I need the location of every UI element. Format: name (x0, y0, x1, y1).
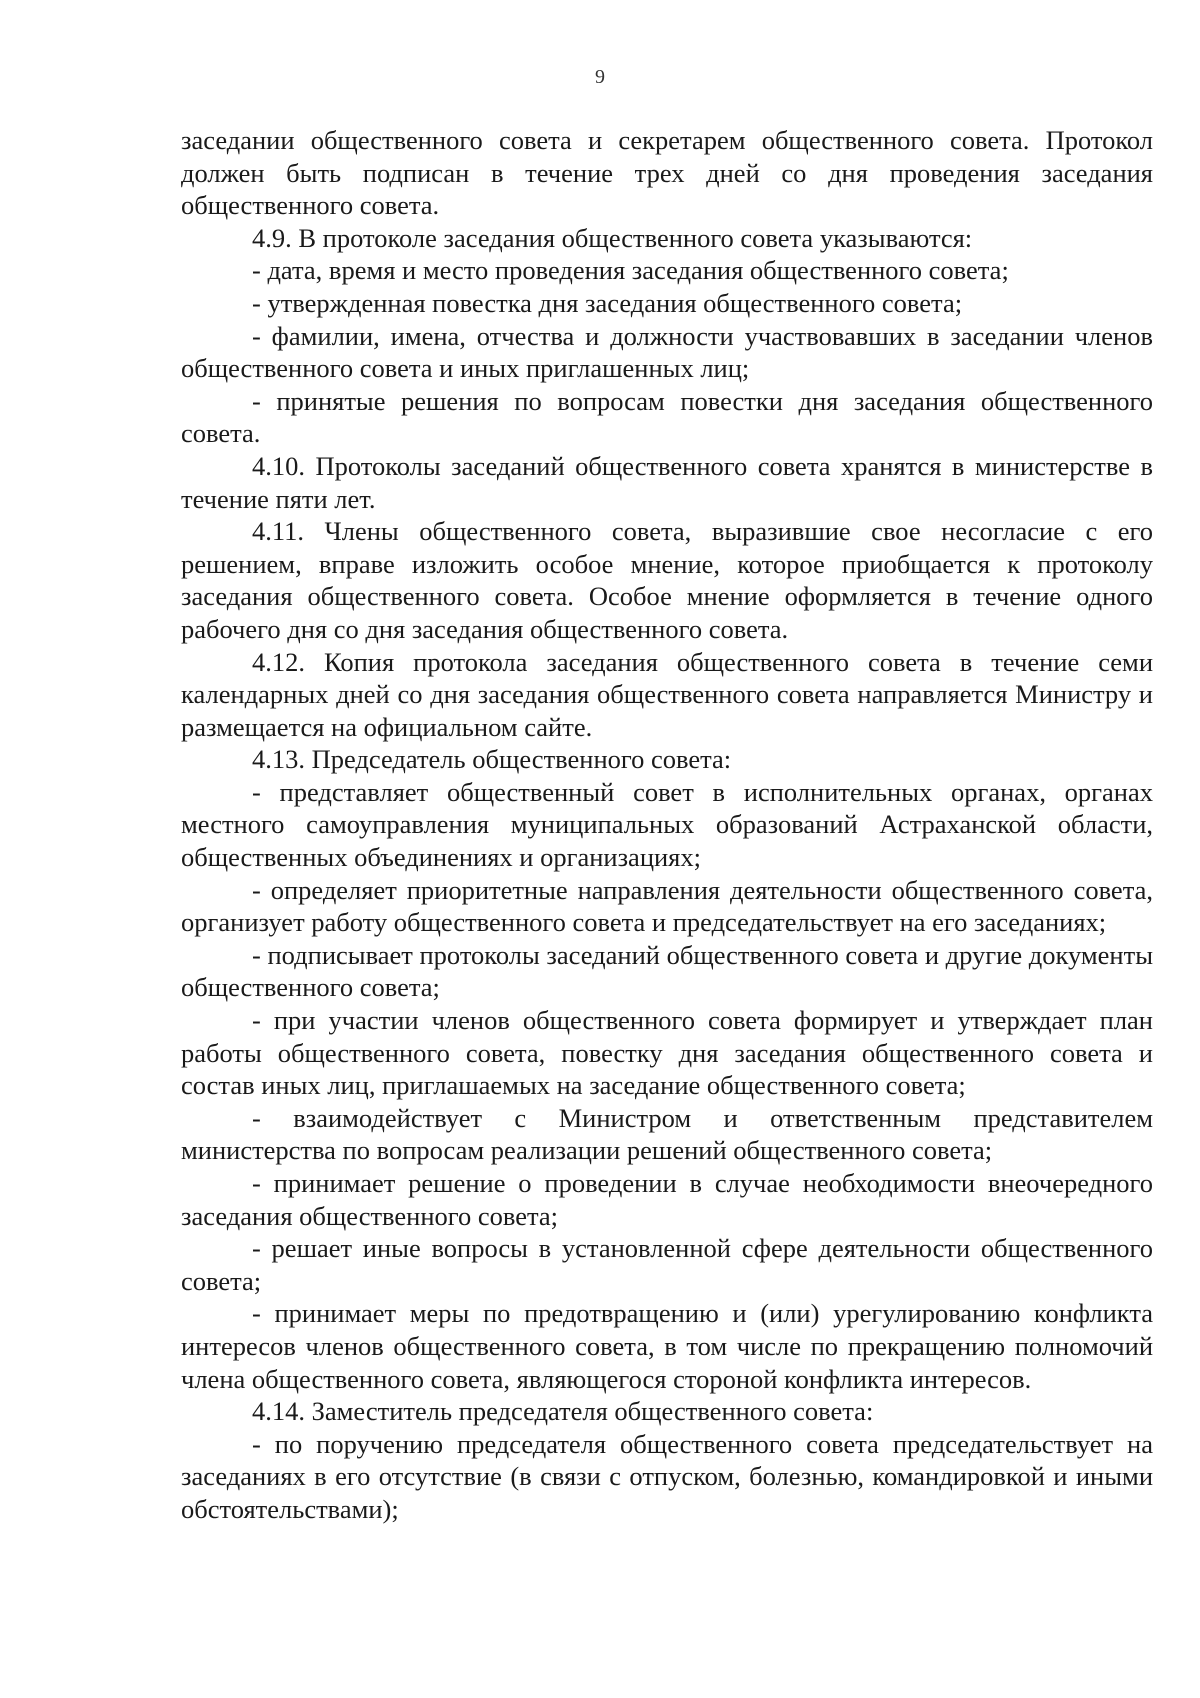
document-body (181, 124, 1153, 1526)
paragraph-4-14-heading: 4.14. Заместитель председателя общественного совета: (252, 1396, 874, 1427)
list-item: - принятые решения по вопросам повестки дня заседания общественного совета. (181, 385, 1153, 449)
paragraph-4-12: 4.12. Копия протокола заседания общественного совета в течение семи календарных дней со дня заседания общественного совета направляется Министру и размещается на официальном сайте. (181, 646, 1153, 742)
paragraph-4-10: 4.10. Протоколы заседаний общественного совета хранятся в министерстве в течение пяти лет. (181, 450, 1153, 514)
paragraph-4-11: 4.11. Члены общественного совета, выразившие свое несогласие с его решением, вправе изложить особое мнение, которое приобщается к протоколу заседания общественного совета. Особое мнение оформляется в течение одного рабочего дня со дня заседания общественного совета. (181, 516, 1153, 644)
list-item: - определяет приоритетные направления деятельности общественного совета, организует работу общественного совета и председательствует на его заседаниях; (181, 874, 1153, 938)
paragraph-4-13-heading: 4.13. Председатель общественного совета: (252, 744, 732, 775)
paragraph-continuation: заседании общественного совета и секретарем общественного совета. Протокол должен быть подписан в течение трех дней со дня проведения заседания общественного совета. (181, 125, 1153, 221)
list-item: - взаимодействует с Министром и ответственным представителем министерства по вопросам реализации решений общественного совета; (181, 1102, 1153, 1166)
list-item: - дата, время и место проведения заседания общественного совета; (252, 255, 1009, 286)
list-item: - утвержденная повестка дня заседания общественного совета; (252, 287, 963, 318)
page-number: 9 (595, 66, 605, 88)
list-item: - подписывает протоколы заседаний общественного совета и другие документы общественного совета; (181, 939, 1153, 1003)
list-item: - фамилии, имена, отчества и должности участвовавших в заседании членов общественного совета и иных приглашенных лиц; (181, 320, 1153, 384)
list-item: - при участии членов общественного совета формирует и утверждает план работы общественного совета, повестку дня заседания общественного совета и состав иных лиц, приглашаемых на заседание общественного совета; (181, 1005, 1153, 1101)
paragraph-4-9-heading: 4.9. В протоколе заседания общественного совета указываются: (252, 222, 973, 253)
list-item: - по поручению председателя общественного совета председательствует на заседаниях в его отсутствие (в связи с отпуском, болезнью, командировкой и иными обстоятельствами); (181, 1428, 1153, 1524)
list-item: - принимает решение о проведении в случае необходимости внеочередного заседания общественного совета; (181, 1168, 1153, 1231)
list-item: - решает иные вопросы в установленной сфере деятельности общественного совета; (181, 1233, 1153, 1296)
list-item: - представляет общественный совет в исполнительных органах, органах местного самоуправления муниципальных образований Астраханской области, общественных объединениях и организациях; (181, 776, 1153, 873)
list-item: - принимает меры по предотвращению и (или) урегулированию конфликта интересов членов общественного совета, в том числе по прекращению полномочий члена общественного совета, являющегося стороной конфликта интересов. (181, 1298, 1153, 1394)
